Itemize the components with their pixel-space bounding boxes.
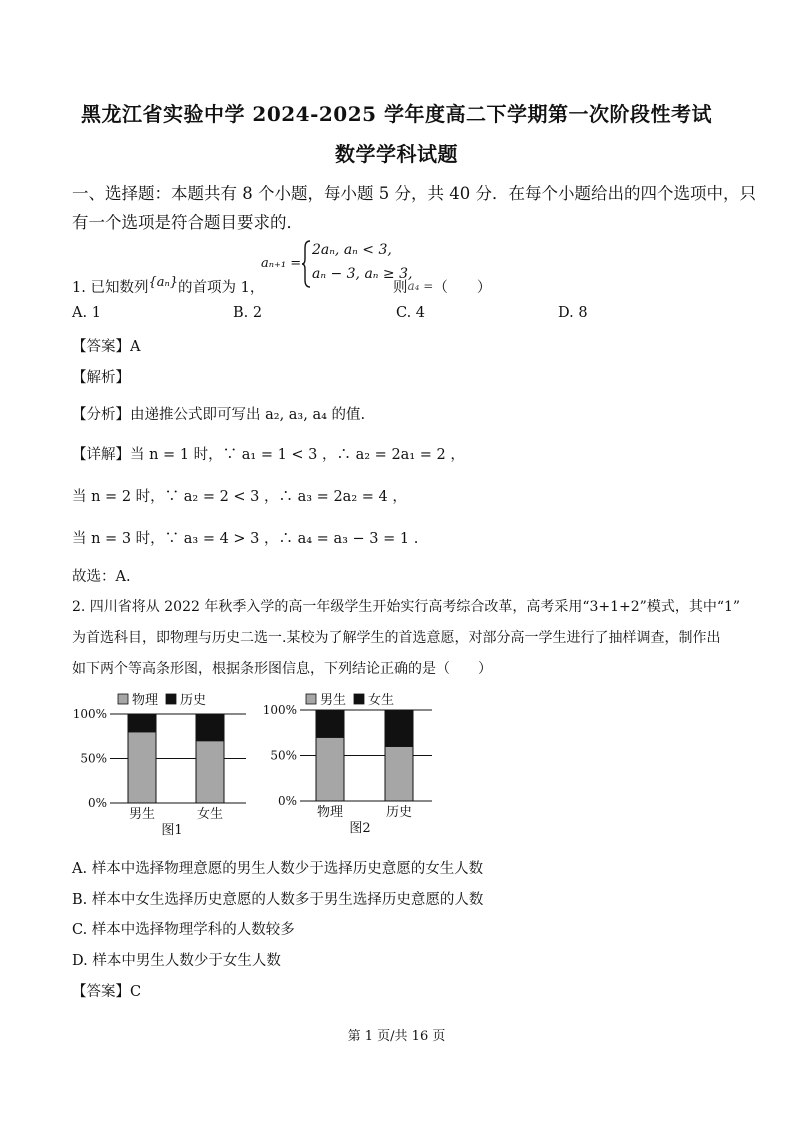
q2-option-a: A. 样本中选择物理意愿的男生人数少于选择历史意愿的女生人数 — [72, 861, 484, 877]
q1-formula-lhs: aₙ₊₁ = — [261, 256, 302, 271]
q1-then-text: 则 — [393, 280, 408, 296]
legend-swatch — [306, 694, 316, 704]
legend-swatch — [354, 694, 364, 704]
bar-segment — [196, 714, 224, 741]
bar-segment — [196, 741, 224, 803]
q1-detail-line3: 当 n = 3 时，∵ a₃ = 4 > 3 ，∴ a₄ = a₃ − 3 = 1 . — [72, 531, 419, 547]
bar-segment — [316, 710, 344, 737]
q1-option-c: C. 4 — [396, 305, 426, 321]
q1-prefix-text: 1. 已知数列 — [72, 280, 149, 296]
q2-stem-line1: 2. 四川省将从 2022 年秋季入学的高一年级学生开始实行高考综合改革，高考采用“3+1+2”模式，其中“1” — [72, 599, 741, 615]
chart-caption: 图1 — [161, 823, 183, 838]
y-tick-label: 0% — [277, 794, 297, 808]
bar-segment — [316, 737, 344, 801]
q1-answer: 【答案】A — [72, 339, 141, 355]
y-tick-label: 100% — [72, 707, 107, 721]
q2-option-b: B. 样本中女生选择历史意愿的人数多于男生选择历史意愿的人数 — [72, 892, 484, 908]
chart-fig1 — [70, 686, 260, 840]
x-tick-label: 男生 — [128, 807, 156, 822]
legend-label: 历史 — [180, 693, 207, 708]
chart-fig2 — [258, 686, 448, 840]
bar-segment — [385, 710, 413, 746]
q2-stem-line2: 为首选科目，即物理与历史二选一.某校为了解学生的首选意愿，对部分高一学生进行了抽样调查，制作出 — [72, 630, 721, 646]
q1-blank: （ ） — [433, 280, 492, 296]
q1-then — [393, 276, 491, 297]
x-tick-label: 女生 — [196, 807, 224, 822]
y-tick-label: 50% — [270, 748, 297, 763]
q1-option-a: A. 1 — [72, 305, 101, 321]
q1-detail-line1: 【详解】当 n = 1 时，∵ a₁ = 1 < 3 ，∴ a₂ = 2a₁ = 2 ， — [72, 447, 465, 463]
q1-choose: 故选：A. — [72, 569, 131, 585]
q1-analysis-tag: 【解析】 — [72, 370, 130, 386]
q1-option-b: B. 2 — [233, 305, 263, 321]
legend-label: 物理 — [132, 693, 159, 708]
chart-caption: 图2 — [349, 821, 371, 836]
legend-swatch — [118, 694, 128, 704]
y-tick-label: 100% — [262, 703, 297, 717]
q2-option-c: C. 样本中选择物理学科的人数较多 — [72, 922, 295, 938]
q2-answer: 【答案】C — [72, 984, 142, 1000]
x-tick-label: 历史 — [385, 805, 413, 820]
bar-segment — [128, 714, 156, 732]
page-footer: 第 1 页/共 16 页 — [347, 1029, 446, 1044]
q1-formula-case1: 2aₙ, aₙ < 3, — [312, 242, 392, 258]
q1-fenxi: 【分析】由递推公式即可写出 a₂, a₃, a₄ 的值. — [72, 407, 366, 423]
bar-segment — [385, 746, 413, 801]
section-header-line1: 一、选择题：本题共有 8 个小题，每小题 5 分，共 40 分．在每个小题给出的四个选项中，只 — [72, 184, 756, 203]
q1-formula-case2: aₙ − 3, aₙ ≥ 3, — [312, 266, 413, 282]
q1-detail-line2: 当 n = 2 时，∵ a₂ = 2 < 3 ，∴ a₃ = 2a₂ = 4 ， — [72, 489, 407, 505]
x-tick-label: 物理 — [316, 805, 344, 820]
q1-stem-prefix — [72, 276, 264, 297]
paper-title-line1: 黑龙江省实验中学 2024-2025 学年度高二下学期第一次阶段性考试 — [80, 102, 713, 126]
q1-mid-text: 的首项为 1， — [178, 280, 265, 296]
legend-swatch — [166, 694, 176, 704]
legend-label: 女生 — [368, 693, 395, 708]
q1-target: a₄ = — [407, 279, 434, 293]
bar-segment — [128, 732, 156, 803]
q1-option-d: D. 8 — [558, 305, 588, 321]
q1-formula-brace — [302, 240, 312, 288]
y-tick-label: 50% — [80, 751, 107, 766]
section-header-line2: 有一个选项是符合题目要求的． — [72, 213, 303, 232]
q2-option-d: D. 样本中男生人数少于女生人数 — [72, 953, 281, 969]
legend-label: 男生 — [320, 693, 347, 708]
paper-title-line2: 数学学科试题 — [335, 142, 458, 166]
y-tick-label: 0% — [87, 796, 107, 810]
q1-sequence: {aₙ} — [148, 275, 179, 290]
q2-stem-line3: 如下两个等高条形图，根据条形图信息，下列结论正确的是（ ） — [72, 661, 492, 677]
